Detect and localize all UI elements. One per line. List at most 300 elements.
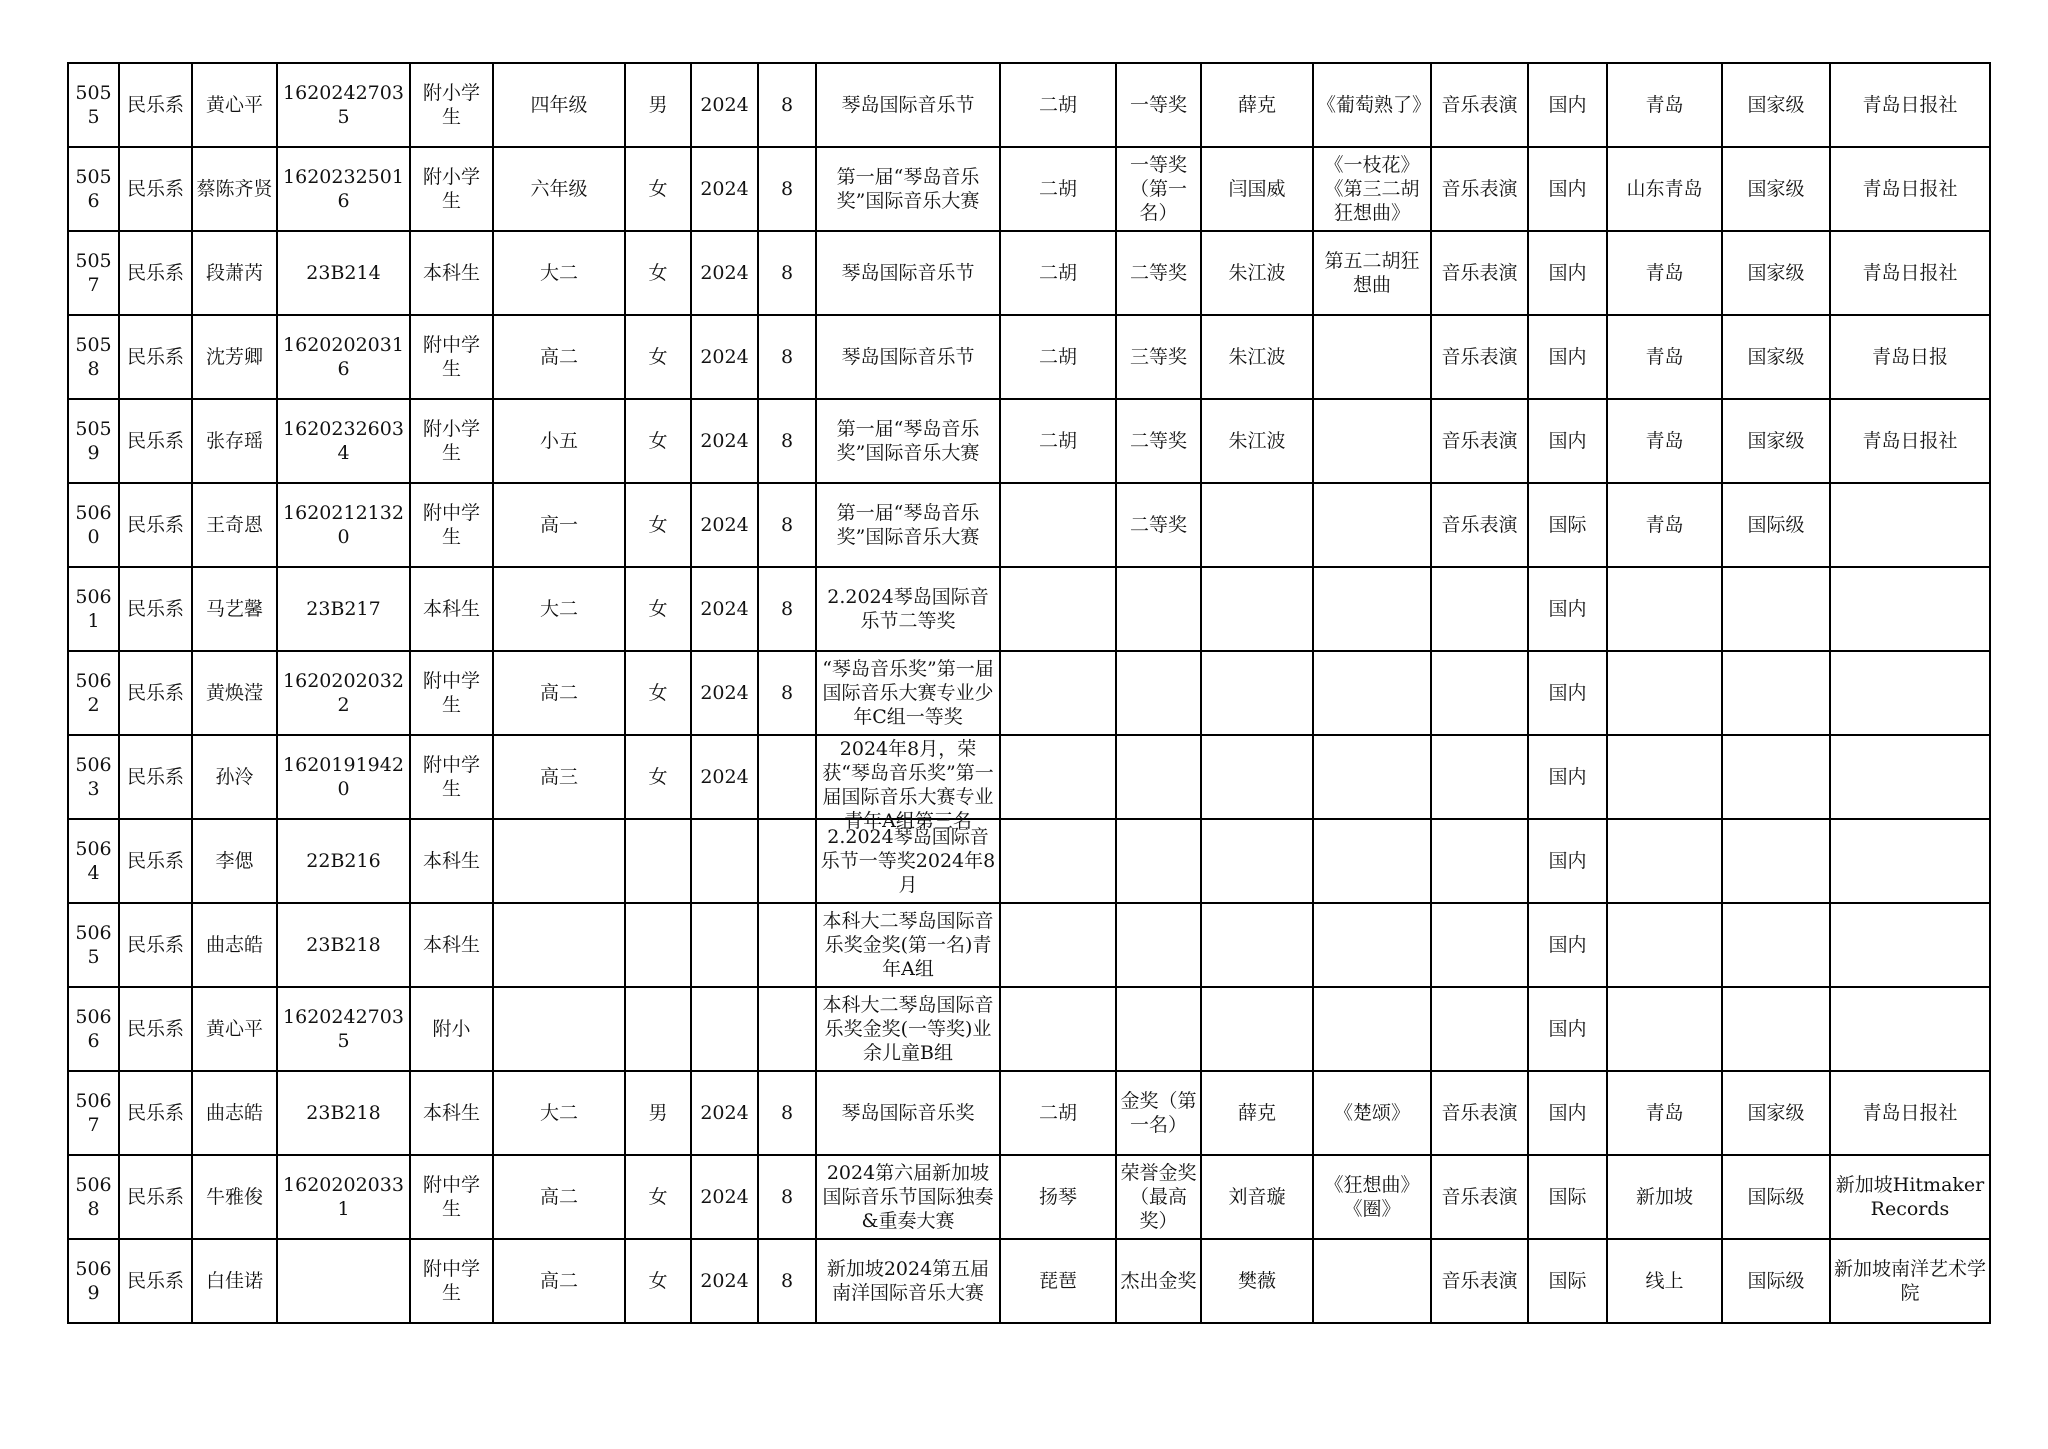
cell-teacher [1201,567,1313,651]
cell-year [691,1071,758,1155]
cell-month-text: 8 [780,514,794,536]
table-row [68,1239,1990,1323]
cell-location-text: 青岛 [1645,430,1684,452]
cell-type-text: 附小 [432,1018,471,1040]
cell-year-text: 2024 [700,682,749,704]
cell-dept-text: 民乐系 [126,1018,184,1040]
cell-type-text: 附小学生 [422,166,480,212]
cell-type [410,903,493,987]
cell-event [816,987,1000,1071]
cell-teacher-text: 朱江波 [1228,262,1286,284]
cell-type [410,147,493,231]
cell-year [691,567,758,651]
cell-no [68,903,119,987]
cell-scope-text: 国内 [1548,94,1587,116]
cell-work [1313,567,1431,651]
table-row [68,63,1990,147]
cell-year-text: 2024 [700,1186,749,1208]
cell-month [758,63,816,147]
cell-grade [493,987,625,1071]
cell-category [1431,903,1528,987]
cell-type-text: 附中学生 [422,1258,480,1304]
cell-teacher [1201,903,1313,987]
cell-grade [493,567,625,651]
cell-type [410,651,493,735]
cell-year-text: 2024 [700,1102,749,1124]
cell-month-text: 8 [780,598,794,620]
cell-scope [1528,651,1607,735]
cell-month [758,819,816,903]
cell-gender [625,1239,691,1323]
table-row [68,483,1990,567]
cell-location [1607,987,1722,1071]
cell-work [1313,399,1431,483]
cell-instrument [1000,231,1116,315]
cell-id-text: 16202121320 [283,502,404,548]
cell-scope [1528,399,1607,483]
cell-id-text: 23B214 [306,262,381,284]
cell-gender [625,987,691,1071]
cell-level-text: 国际级 [1747,514,1805,536]
cell-work-text: 《葡萄熟了》 [1317,94,1432,116]
cell-name-text: 白佳诺 [205,1270,263,1292]
cell-year [691,1155,758,1239]
cell-dept [119,483,192,567]
cell-work-text: 《狂想曲》《圈》 [1324,1174,1420,1220]
cell-gender-text: 女 [648,1186,668,1208]
cell-gender [625,903,691,987]
cell-name [192,567,277,651]
cell-event-text: 琴岛国际音乐节 [841,262,975,284]
cell-category-text: 音乐表演 [1441,94,1518,116]
cell-location-text: 青岛 [1645,514,1684,536]
cell-name-text: 沈芳卿 [205,346,263,368]
cell-event-text: 第一届“琴岛音乐奖”国际音乐大赛 [836,502,980,548]
cell-gender [625,231,691,315]
cell-no-text: 5058 [75,334,112,380]
cell-organizer-text: 青岛日报 [1871,346,1948,368]
table-row [68,987,1990,1071]
cell-name [192,651,277,735]
cell-scope [1528,567,1607,651]
cell-event-text: 第一届“琴岛音乐奖”国际音乐大赛 [836,418,980,464]
cell-instrument [1000,903,1116,987]
cell-name-text: 曲志皓 [205,1102,263,1124]
cell-teacher-text: 闫国威 [1228,178,1286,200]
cell-no-text: 5061 [75,586,112,632]
cell-instrument [1000,1071,1116,1155]
cell-id [277,147,410,231]
cell-type-text: 本科生 [422,934,480,956]
cell-month-text: 8 [780,262,794,284]
cell-category [1431,483,1528,567]
cell-name-text: 牛雅俊 [205,1186,263,1208]
table-row [68,567,1990,651]
cell-category-text: 音乐表演 [1441,1186,1518,1208]
cell-name [192,1071,277,1155]
cell-scope [1528,147,1607,231]
cell-level [1722,1155,1830,1239]
cell-organizer [1830,567,1990,651]
cell-dept [119,819,192,903]
cell-scope-text: 国内 [1548,850,1587,872]
cell-dept [119,1155,192,1239]
cell-location [1607,315,1722,399]
cell-type-text: 本科生 [422,850,480,872]
cell-year-text: 2024 [700,514,749,536]
cell-month [758,1155,816,1239]
cell-work [1313,315,1431,399]
cell-name [192,483,277,567]
cell-id [277,63,410,147]
cell-name [192,147,277,231]
cell-location-text: 青岛 [1645,1102,1684,1124]
table-row [68,819,1990,903]
cell-month-text: 8 [780,430,794,452]
cell-instrument [1000,987,1116,1071]
cell-id-text: 16202427035 [283,82,404,128]
cell-level [1722,819,1830,903]
cell-level-text: 国家级 [1747,94,1805,116]
cell-dept [119,1239,192,1323]
cell-work [1313,231,1431,315]
cell-organizer-text: 青岛日报社 [1862,178,1958,200]
cell-id [277,987,410,1071]
cell-grade [493,1239,625,1323]
cell-year-text: 2024 [700,178,749,200]
cell-location [1607,1155,1722,1239]
cell-no-text: 5065 [75,922,112,968]
cell-month [758,147,816,231]
cell-award-text: 金奖（第一名） [1120,1090,1197,1136]
cell-grade [493,63,625,147]
cell-organizer [1830,735,1990,819]
table-row [68,399,1990,483]
cell-level-text: 国家级 [1747,1102,1805,1124]
cell-scope [1528,987,1607,1071]
table-row [68,735,1990,819]
cell-month [758,399,816,483]
cell-award [1116,1239,1201,1323]
cell-id-text: 22B216 [306,850,381,872]
cell-name-text: 曲志皓 [205,934,263,956]
cell-gender [625,147,691,231]
cell-id [277,651,410,735]
cell-dept-text: 民乐系 [126,682,184,704]
cell-work-text: 《一枝花》《第三二胡狂想曲》 [1324,154,1420,224]
cell-scope-text: 国内 [1548,430,1587,452]
cell-scope-text: 国内 [1548,598,1587,620]
cell-instrument [1000,1155,1116,1239]
cell-month-text: 8 [780,94,794,116]
cell-gender [625,1155,691,1239]
cell-id [277,1239,410,1323]
cell-award-text: 一等奖（第一名） [1129,154,1187,224]
cell-category [1431,1155,1528,1239]
cell-grade [493,903,625,987]
cell-month-text: 8 [780,1270,794,1292]
cell-category [1431,987,1528,1071]
cell-event [816,147,1000,231]
cell-gender-text: 女 [648,262,668,284]
table-row [68,231,1990,315]
cell-work-text: 第五二胡狂想曲 [1324,250,1420,296]
cell-gender-text: 女 [648,178,668,200]
cell-award-text: 二等奖 [1129,262,1187,284]
cell-grade [493,819,625,903]
cell-year [691,63,758,147]
cell-event [816,651,1000,735]
cell-event-text: 2024年8月，荣获“琴岛音乐奖”第一届国际音乐大赛专业青年A组第三名 [822,738,994,832]
cell-event-text: 本科大二琴岛国际音乐奖金奖(一等奖)业余儿童B组 [822,994,994,1064]
cell-no [68,231,119,315]
cell-scope [1528,315,1607,399]
cell-year [691,315,758,399]
cell-name-text: 黄心平 [205,94,263,116]
cell-month [758,1239,816,1323]
cell-dept [119,567,192,651]
cell-grade-text: 六年级 [530,178,588,200]
cell-type [410,63,493,147]
cell-level-text: 国家级 [1747,346,1805,368]
cell-location [1607,147,1722,231]
cell-award [1116,63,1201,147]
cell-level-text: 国家级 [1747,262,1805,284]
cell-month-text: 8 [780,178,794,200]
cell-organizer [1830,903,1990,987]
cell-organizer [1830,987,1990,1071]
cell-organizer-text: 青岛日报社 [1862,94,1958,116]
cell-dept [119,63,192,147]
cell-month [758,231,816,315]
cell-no-text: 5057 [75,250,112,296]
cell-grade [493,315,625,399]
cell-gender-text: 女 [648,682,668,704]
cell-no [68,1071,119,1155]
cell-organizer [1830,147,1990,231]
cell-type-text: 附中学生 [422,670,480,716]
cell-no-text: 5068 [75,1174,112,1220]
cell-month-text: 8 [780,346,794,368]
cell-teacher-text: 薛克 [1237,1102,1276,1124]
cell-no-text: 5056 [75,166,112,212]
cell-type [410,399,493,483]
cell-grade-text: 大二 [539,262,578,284]
cell-teacher [1201,819,1313,903]
cell-no [68,567,119,651]
cell-scope-text: 国内 [1548,766,1587,788]
cell-teacher [1201,399,1313,483]
cell-teacher-text: 樊薇 [1237,1270,1276,1292]
cell-type-text: 附小学生 [422,82,480,128]
cell-grade [493,735,625,819]
table-row [68,147,1990,231]
cell-award [1116,987,1201,1071]
cell-no [68,735,119,819]
cell-level-text: 国家级 [1747,178,1805,200]
cell-name [192,903,277,987]
table-row [68,903,1990,987]
cell-id [277,735,410,819]
cell-month [758,567,816,651]
cell-event [816,483,1000,567]
cell-gender-text: 女 [648,598,668,620]
cell-dept [119,147,192,231]
cell-id-text: 16202326034 [283,418,404,464]
cell-organizer [1830,399,1990,483]
cell-instrument [1000,567,1116,651]
cell-no-text: 5055 [75,82,112,128]
cell-year [691,1239,758,1323]
cell-type [410,483,493,567]
cell-location [1607,567,1722,651]
cell-gender [625,567,691,651]
cell-year [691,735,758,819]
cell-month [758,483,816,567]
cell-instrument-text: 二胡 [1038,262,1077,284]
cell-dept-text: 民乐系 [126,766,184,788]
cell-gender-text: 男 [648,94,668,116]
cell-category-text: 音乐表演 [1441,1270,1518,1292]
cell-organizer-text: 新加坡Hitmaker Records [1835,1174,1985,1220]
cell-name-text: 张存瑶 [205,430,263,452]
cell-name [192,315,277,399]
cell-instrument [1000,147,1116,231]
cell-type [410,987,493,1071]
cell-teacher [1201,735,1313,819]
cell-category [1431,567,1528,651]
table-row [68,1071,1990,1155]
cell-id [277,315,410,399]
cell-grade [493,483,625,567]
cell-grade [493,1155,625,1239]
cell-name-text: 黄心平 [205,1018,263,1040]
cell-dept-text: 民乐系 [126,934,184,956]
cell-scope [1528,1155,1607,1239]
cell-event [816,1239,1000,1323]
cell-no [68,399,119,483]
cell-gender-text: 女 [648,430,668,452]
cell-teacher [1201,987,1313,1071]
cell-event [816,399,1000,483]
cell-teacher-text: 朱江波 [1228,346,1286,368]
cell-gender [625,483,691,567]
cell-name-text: 段萧芮 [205,262,263,284]
cell-id [277,819,410,903]
cell-name [192,231,277,315]
cell-dept-text: 民乐系 [126,1270,184,1292]
cell-location-text: 青岛 [1645,346,1684,368]
cell-category-text: 音乐表演 [1441,1102,1518,1124]
cell-year [691,987,758,1071]
cell-scope [1528,1071,1607,1155]
cell-grade-text: 大二 [539,598,578,620]
cell-instrument-text: 二胡 [1038,346,1077,368]
cell-type-text: 附小学生 [422,418,480,464]
cell-id [277,1155,410,1239]
cell-scope [1528,1239,1607,1323]
cell-award-text: 二等奖 [1129,430,1187,452]
cell-no [68,987,119,1071]
cell-year-text: 2024 [700,598,749,620]
cell-id [277,903,410,987]
cell-dept-text: 民乐系 [126,346,184,368]
cell-id [277,567,410,651]
cell-instrument-text: 二胡 [1038,94,1077,116]
cell-organizer [1830,483,1990,567]
cell-scope [1528,63,1607,147]
cell-dept [119,903,192,987]
cell-name [192,1155,277,1239]
cell-award-text: 三等奖 [1129,346,1187,368]
cell-work [1313,651,1431,735]
cell-scope [1528,483,1607,567]
cell-scope-text: 国际 [1548,1270,1587,1292]
cell-no [68,315,119,399]
cell-grade-text: 大二 [539,1102,578,1124]
cell-gender-text: 女 [648,1270,668,1292]
cell-organizer [1830,651,1990,735]
cell-scope-text: 国内 [1548,682,1587,704]
cell-location-text: 青岛 [1645,94,1684,116]
cell-gender-text: 男 [648,1102,668,1124]
cell-id-text: 16202020331 [283,1174,404,1220]
cell-work [1313,63,1431,147]
cell-gender [625,735,691,819]
cell-location [1607,231,1722,315]
cell-year-text: 2024 [700,94,749,116]
cell-event-text: 本科大二琴岛国际音乐奖金奖(第一名)青年A组 [822,910,994,980]
cell-year-text: 2024 [700,766,749,788]
cell-location [1607,903,1722,987]
cell-organizer [1830,1155,1990,1239]
cell-no-text: 5066 [75,1006,112,1052]
cell-instrument-text: 二胡 [1038,178,1077,200]
cell-dept [119,231,192,315]
cell-work [1313,1155,1431,1239]
cell-event [816,819,1000,903]
cell-instrument [1000,315,1116,399]
cell-no [68,651,119,735]
cell-month [758,1071,816,1155]
cell-gender-text: 女 [648,514,668,536]
cell-level [1722,399,1830,483]
cell-grade-text: 高一 [539,514,578,536]
cell-award-text: 二等奖 [1129,514,1187,536]
cell-organizer [1830,1239,1990,1323]
cell-teacher [1201,315,1313,399]
cell-category [1431,63,1528,147]
cell-gender-text: 女 [648,766,668,788]
cell-grade-text: 高二 [539,682,578,704]
cell-teacher [1201,1239,1313,1323]
cell-event [816,735,1000,832]
cell-grade-text: 高三 [539,766,578,788]
cell-year [691,231,758,315]
cell-scope [1528,903,1607,987]
cell-year-text: 2024 [700,346,749,368]
cell-instrument [1000,1239,1116,1323]
cell-id [277,399,410,483]
cell-no-text: 5059 [75,418,112,464]
cell-organizer [1830,231,1990,315]
cell-gender [625,819,691,903]
cell-dept-text: 民乐系 [126,94,184,116]
cell-event-text: 新加坡2024第五届南洋国际音乐大赛 [826,1258,990,1304]
cell-event-text: 琴岛国际音乐节 [841,94,975,116]
cell-grade-text: 高二 [539,1186,578,1208]
cell-dept [119,651,192,735]
